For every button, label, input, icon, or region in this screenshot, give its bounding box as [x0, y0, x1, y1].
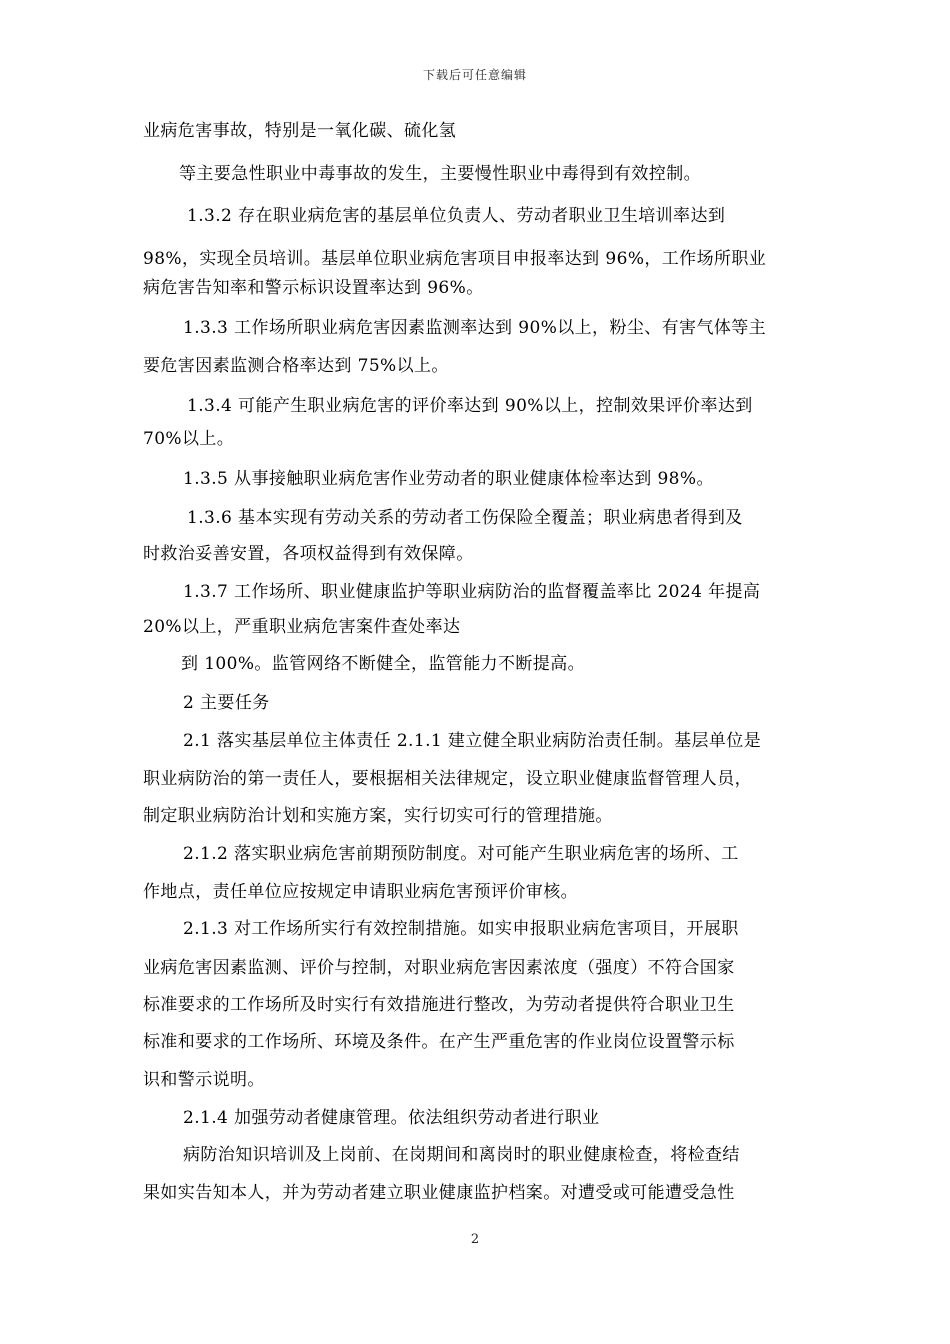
text-line: 识和警示说明。: [143, 1070, 265, 1090]
text-line: 要危害因素监测合格率达到 75%以上。: [143, 356, 449, 376]
text-line: 1.3.4 可能产生职业病危害的评价率达到 90%以上，控制效果评价率达到: [187, 396, 753, 416]
text-line: 病危害告知率和警示标识设置率达到 96%。: [143, 278, 484, 298]
text-line: 业病危害事故，特别是一氧化碳、硫化氢: [143, 121, 457, 141]
text-line: 70%以上。: [143, 429, 235, 449]
text-line: 2.1 落实基层单位主体责任 2.1.1 建立健全职业病防治责任制。基层单位是: [183, 731, 762, 751]
section-heading: 2 主要任务: [183, 693, 270, 713]
text-line: 1.3.3 工作场所职业病危害因素监测率达到 90%以上，粉尘、有害气体等主: [183, 318, 767, 338]
text-line: 标准要求的工作场所及时实行有效措施进行整改，为劳动者提供符合职业卫生: [143, 995, 735, 1015]
text-line: 2.1.2 落实职业病危害前期预防制度。对可能产生职业病危害的场所、工: [183, 844, 739, 864]
text-line: 1.3.7 工作场所、职业健康监护等职业病防治的监督覆盖率比 2024 年提高: [183, 582, 761, 602]
text-line: 时救治妥善安置，各项权益得到有效保障。: [143, 544, 474, 564]
text-line: 标准和要求的工作场所、环境及条件。在产生严重危害的作业岗位设置警示标: [143, 1032, 735, 1052]
text-line: 1.3.6 基本实现有劳动关系的劳动者工伤保险全覆盖；职业病患者得到及: [187, 508, 743, 528]
text-line: 病防治知识培训及上岗前、在岗期间和离岗时的职业健康检查，将检查结: [183, 1145, 740, 1165]
text-line: 果如实告知本人，并为劳动者建立职业健康监护档案。对遭受或可能遭受急性: [143, 1183, 735, 1203]
text-line: 1.3.2 存在职业病危害的基层单位负责人、劳动者职业卫生培训率达到: [187, 206, 726, 226]
text-line: 1.3.5 从事接触职业病危害作业劳动者的职业健康体检率达到 98%。: [183, 469, 714, 489]
text-line: 制定职业病防治计划和实施方案，实行切实可行的管理措施。: [143, 806, 613, 826]
text-line: 2.1.4 加强劳动者健康管理。依法组织劳动者进行职业: [183, 1108, 600, 1128]
text-line: 2.1.3 对工作场所实行有效控制措施。如实申报职业病危害项目，开展职: [183, 919, 739, 939]
text-line: 等主要急性职业中毒事故的发生，主要慢性职业中毒得到有效控制。: [179, 164, 701, 184]
text-line: 20%以上，严重职业病危害案件查处率达: [143, 617, 461, 637]
page-number: 2: [470, 1232, 480, 1247]
page-header: 下载后可任意编辑: [422, 68, 527, 82]
text-line: 到 100%。监管网络不断健全，监管能力不断提高。: [181, 654, 586, 674]
text-line: 职业病防治的第一责任人，要根据相关法律规定，设立职业健康监督管理人员，: [143, 769, 752, 789]
text-line: 作地点，责任单位应按规定申请职业病危害预评价审核。: [143, 882, 578, 902]
text-line: 98%，实现全员培训。基层单位职业病危害项目申报率达到 96%，工作场所职业: [143, 249, 767, 269]
text-line: 业病危害因素监测、评价与控制，对职业病危害因素浓度（强度）不符合国家: [143, 958, 735, 978]
